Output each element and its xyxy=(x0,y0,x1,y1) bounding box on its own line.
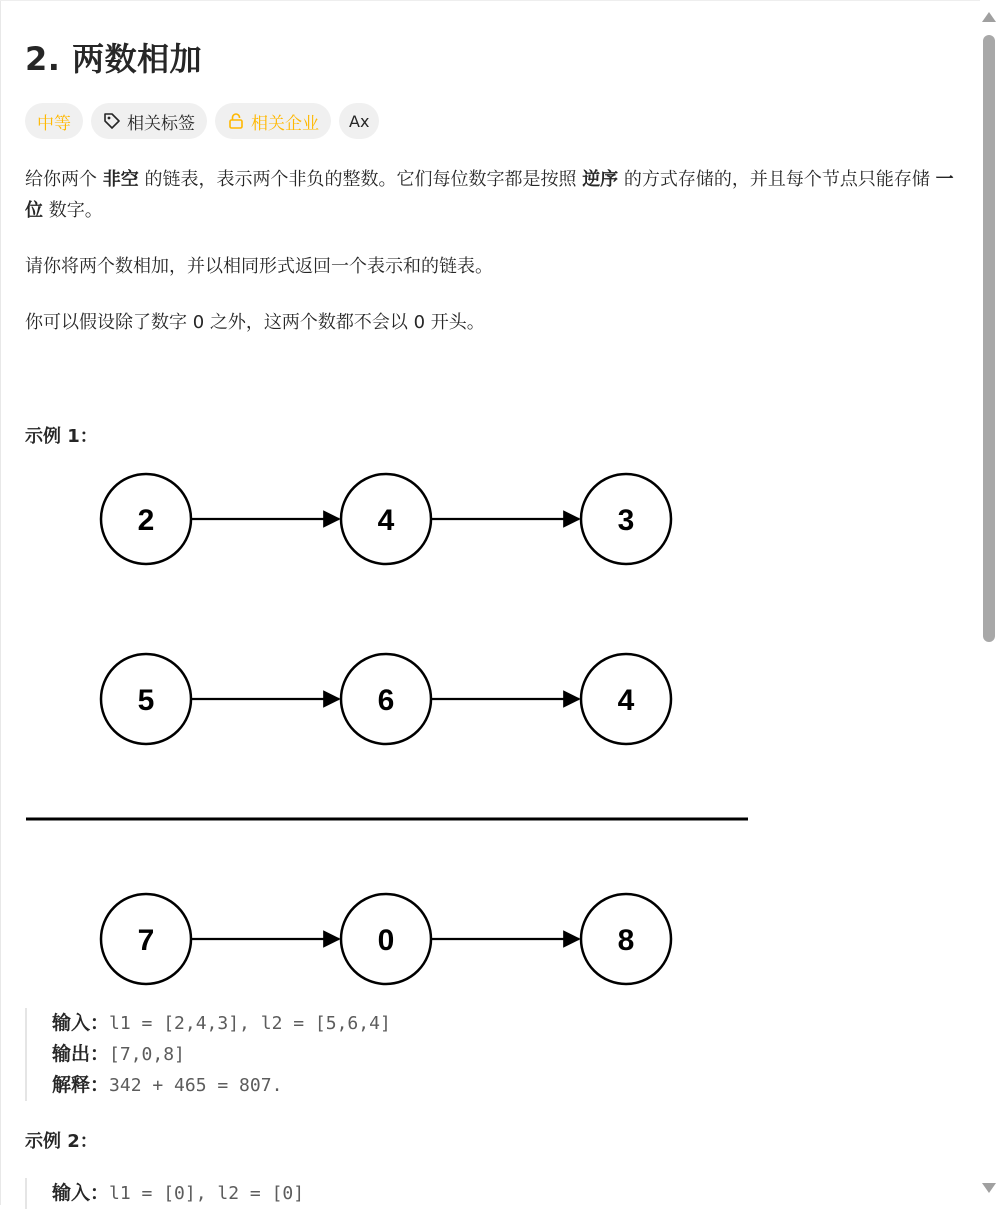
list-2-node-1-label: 5 xyxy=(137,684,155,717)
list-2-row xyxy=(101,654,671,744)
problem-title: 2. 两数相加 xyxy=(25,40,203,78)
translate-button[interactable]: Ax xyxy=(339,103,379,139)
result-node-1-label: 7 xyxy=(137,924,155,957)
list-1-node-2-label: 4 xyxy=(377,504,395,537)
tag-row xyxy=(25,103,379,139)
desc-bold-nonempty: 非空 xyxy=(102,169,139,190)
list-1-node-1-label: 2 xyxy=(137,504,155,537)
tag-icon xyxy=(103,112,121,130)
result-node-2-label: 0 xyxy=(377,924,395,957)
scrollbar-thumb[interactable] xyxy=(983,35,995,642)
list-2-node-3-label: 4 xyxy=(617,684,635,717)
description-paragraph-1 xyxy=(25,164,960,226)
output-value: [7,0,8] xyxy=(109,1044,185,1065)
desc-text: 的方式存储的，并且每个节点只能存储 xyxy=(618,169,936,190)
example-1-block xyxy=(25,1008,391,1101)
linked-list-diagram xyxy=(25,468,765,988)
list-1-row xyxy=(101,474,671,564)
example-1-input-row xyxy=(52,1008,391,1039)
example-2-title: 示例 2： xyxy=(25,1131,98,1152)
explain-value: 342 + 465 = 807. xyxy=(109,1075,283,1096)
difficulty-badge[interactable]: 中等 xyxy=(25,103,83,139)
example-2-input-row xyxy=(52,1178,304,1209)
list-1-node-3-label: 3 xyxy=(617,504,635,537)
result-list-row xyxy=(101,894,671,984)
description-paragraph-2: 请你将两个数相加，并以相同形式返回一个表示和的链表。 xyxy=(25,256,493,277)
scroll-down-arrow-icon[interactable] xyxy=(982,1183,996,1193)
input-value: l1 = [2,4,3], l2 = [5,6,4] xyxy=(109,1013,391,1034)
input-label: 输入： xyxy=(52,1182,110,1204)
explain-label: 解释： xyxy=(52,1074,110,1096)
output-label: 输出： xyxy=(52,1043,110,1065)
example-1-output-row xyxy=(52,1039,391,1070)
example-2-block xyxy=(25,1178,304,1209)
scroll-up-arrow-icon[interactable] xyxy=(982,12,996,22)
desc-bold-reverse: 逆序 xyxy=(582,169,619,190)
input-label: 输入： xyxy=(52,1012,110,1034)
lock-icon xyxy=(227,112,245,130)
example-1-title: 示例 1： xyxy=(25,426,98,447)
related-tags-label: 相关标签 xyxy=(127,113,195,134)
list-2-node-2-label: 6 xyxy=(377,684,395,717)
related-tags-button[interactable] xyxy=(91,103,207,139)
related-companies-button[interactable] xyxy=(215,103,331,139)
desc-bold-one-digit: 一位 xyxy=(25,169,954,221)
left-border xyxy=(0,0,1,1205)
description-paragraph-3: 你可以假设除了数字 0 之外，这两个数都不会以 0 开头。 xyxy=(25,312,485,333)
example-1-explain-row xyxy=(52,1070,391,1101)
desc-text: 给你两个 xyxy=(25,169,103,190)
top-border xyxy=(0,0,980,1)
input-value: l1 = [0], l2 = [0] xyxy=(109,1183,305,1204)
related-companies-label: 相关企业 xyxy=(251,113,319,134)
result-node-3-label: 8 xyxy=(617,924,635,957)
desc-text: 数字。 xyxy=(43,200,103,221)
desc-text: 的链表，表示两个非负的整数。它们每位数字都是按照 xyxy=(138,169,583,190)
